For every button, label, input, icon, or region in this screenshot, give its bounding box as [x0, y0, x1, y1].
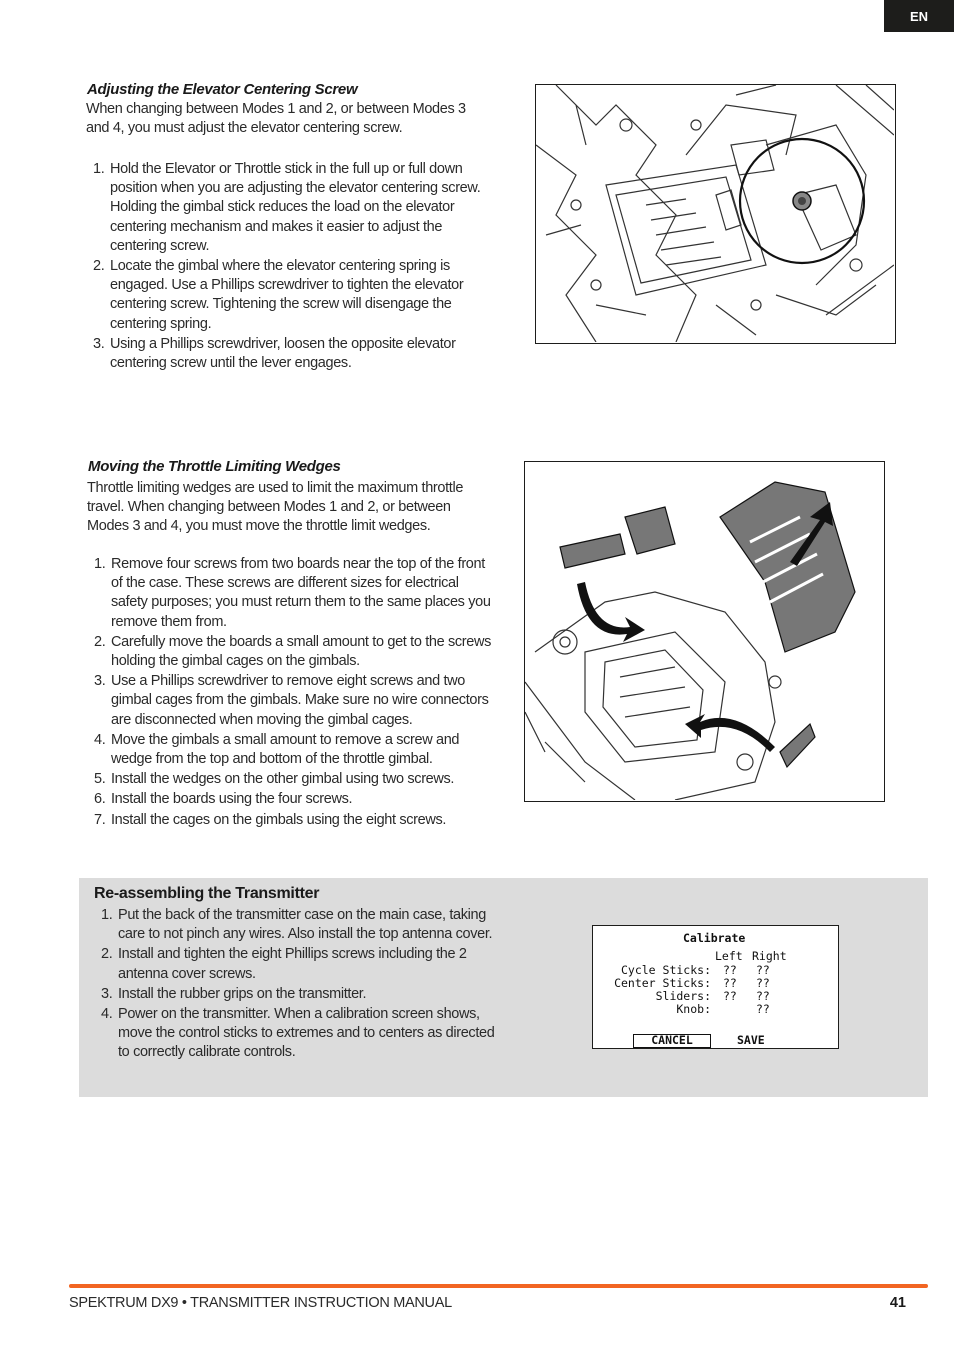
step-item — [94, 672, 494, 730]
step-text: Locate the gimbal where the elevator centering spring is engaged. Use a Phillips screwdriver to tighten the elevator centering screw. Tightening the screw will disengage the centering spring. — [110, 258, 464, 332]
footer-rule — [69, 1284, 928, 1288]
step-number: 1. — [93, 161, 105, 177]
step-text: Use a Phillips screwdriver to remove eight screws and two gimbal cages from the gimbals. Make sure no wire connectors are disconnected when moving the gimbal cages. — [111, 673, 489, 728]
step-item — [94, 633, 494, 671]
step-text: Install the wedges on the other gimbal using two screws. — [111, 771, 455, 788]
calibrate-title: Calibrate — [683, 931, 746, 945]
save-button[interactable]: SAVE — [737, 1033, 765, 1047]
calibrate-row-right-value: ?? — [756, 976, 770, 990]
step-number: 4. — [101, 1006, 113, 1023]
step-number: 2. — [93, 258, 105, 275]
step-number: 4. — [94, 731, 106, 748]
step-number: 3. — [101, 985, 113, 1002]
step-number: 1. — [94, 556, 106, 572]
steps-list-reassembly — [101, 906, 501, 1064]
step-item — [94, 770, 494, 789]
calibrate-screen — [592, 925, 839, 1049]
step-text: Remove four screws from two boards near the top of the front of the case. These screws are different sizes for electrical safety purposes; you must return them to the same places you remove them from. — [111, 556, 491, 630]
calibrate-row-right-value: ?? — [756, 989, 770, 1003]
gimbal-elevator-figure — [535, 84, 896, 344]
step-item — [94, 811, 494, 830]
steps-list-elevator — [93, 160, 488, 374]
step-number: 3. — [93, 335, 105, 352]
footer-title: SPEKTRUM DX9 • TRANSMITTER INSTRUCTION MANUAL — [69, 1295, 452, 1311]
step-item — [101, 1005, 501, 1063]
step-text: Install the cages on the gimbals using the eight screws. — [111, 811, 447, 828]
section-heading-throttle: Moving the Throttle Limiting Wedges — [88, 458, 341, 475]
calibrate-row-label: Center Sticks: — [614, 976, 711, 990]
calibrate-row-label: Knob: — [676, 1002, 711, 1016]
section-heading-elevator: Adjusting the Elevator Centering Screw — [87, 81, 358, 98]
gimbal-illustration — [536, 85, 894, 342]
calibrate-row-left-value: ?? — [723, 989, 737, 1003]
calibrate-row-left-value: ?? — [723, 963, 737, 977]
calibrate-col-right: Right — [752, 949, 787, 963]
step-item — [93, 335, 488, 373]
step-number: 2. — [94, 633, 106, 650]
step-item — [94, 790, 494, 809]
section-intro-elevator: When changing between Modes 1 and 2, or between Modes 3 and 4, you must adjust the elevator centering screw. — [86, 101, 466, 136]
step-number: 6. — [94, 791, 106, 808]
step-text: Install the rubber grips on the transmitter. — [118, 985, 367, 1002]
calibrate-row-right-value: ?? — [756, 963, 770, 977]
calibrate-row-right-value: ?? — [756, 1002, 770, 1016]
step-number: 2. — [101, 946, 113, 963]
step-text: Move the gimbals a small amount to remove a screw and wedge from the top and bottom of the throttle gimbal. — [111, 731, 460, 768]
step-item — [101, 985, 501, 1004]
step-item — [93, 257, 488, 334]
cancel-button[interactable]: CANCEL — [633, 1034, 711, 1048]
throttle-wedges-figure — [524, 461, 885, 802]
language-tab: EN — [884, 0, 954, 32]
step-item — [94, 555, 494, 632]
calibrate-col-left: Left — [715, 949, 743, 963]
step-text: Carefully move the boards a small amount to get to the screws holding the gimbal cages on the gimbals. — [111, 633, 492, 670]
page-number: 41 — [889, 1295, 906, 1311]
calibrate-row-left-value: ?? — [723, 976, 737, 990]
step-item — [94, 731, 494, 769]
calibrate-row-label: Cycle Sticks: — [620, 963, 711, 977]
steps-list-throttle — [94, 555, 494, 831]
step-text: Hold the Elevator or Throttle stick in the full up or full down position when you are adjusting the elevator centering screw. Holding the gimbal stick reduces the load on the elevator centering mechanism and makes it easier to adjust the centering screw. — [110, 161, 481, 254]
step-number: 1. — [101, 907, 113, 923]
step-number: 7. — [94, 811, 106, 828]
section-heading-reassembly: Re-assembling the Transmitter — [94, 885, 320, 902]
calibrate-row-label: Sliders: — [655, 989, 711, 1003]
step-text: Install the boards using the four screws. — [111, 791, 353, 808]
step-text: Put the back of the transmitter case on the main case, taking care to not pinch any wires. Also install the top antenna cover. — [118, 907, 493, 943]
wedges-illustration — [525, 462, 883, 800]
step-number: 3. — [94, 673, 106, 690]
step-text: Power on the transmitter. When a calibration screen shows, move the control sticks to extremes and to centers as directed to correctly calibrate controls. — [118, 1006, 495, 1061]
step-text: Using a Phillips screwdriver, loosen the opposite elevator centering screw until the lever engages. — [110, 335, 456, 372]
step-item — [93, 160, 488, 256]
step-item — [101, 945, 501, 983]
step-text: Install and tighten the eight Phillips screws including the 2 antenna cover screws. — [118, 946, 467, 982]
step-item — [101, 906, 501, 944]
step-number: 5. — [94, 771, 106, 788]
section-intro-throttle: Throttle limiting wedges are used to limit the maximum throttle travel. When changing between Modes 1 and 2, or between Modes 3 and 4, you must move the throttle limit wedges. — [87, 480, 464, 534]
